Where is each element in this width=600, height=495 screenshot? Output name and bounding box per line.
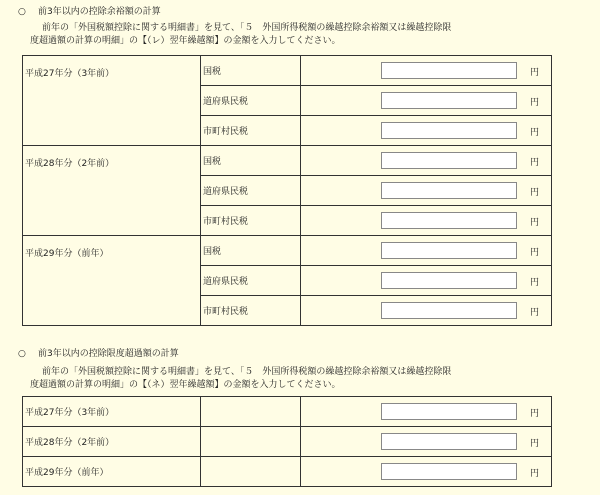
circle-bullet-icon: ○ — [18, 7, 26, 17]
amount-cell — [301, 457, 552, 487]
amount-input[interactable] — [381, 242, 517, 259]
amount-input[interactable] — [381, 272, 517, 289]
amount-cell — [301, 146, 552, 176]
surplus-table — [22, 55, 552, 326]
excess-table — [22, 396, 552, 487]
yen-unit: 円 — [530, 127, 540, 138]
table-row — [23, 427, 552, 457]
section2-heading — [18, 346, 179, 359]
amount-input[interactable] — [381, 92, 517, 109]
amount-input[interactable] — [381, 463, 517, 480]
tax-type-label: 道府県民税 — [201, 86, 301, 116]
yen-unit: 円 — [530, 187, 540, 198]
empty-cell — [201, 457, 301, 487]
period-label: 平成29年分（前年） — [23, 236, 201, 326]
section1-heading — [18, 4, 161, 17]
section2-title: 前3年以内の控除限度超過額の計算 — [38, 349, 179, 359]
table-row — [23, 236, 552, 266]
yen-unit: 円 — [530, 307, 540, 318]
period-label: 平成28年分（2年前） — [23, 427, 201, 457]
yen-unit: 円 — [530, 438, 540, 449]
instruction-line: 前年の「外国税額控除に関する明細書」を見て、「５ 外国所得税額の繰越控除余裕額又は繰越控除限 — [42, 367, 452, 377]
yen-unit: 円 — [530, 247, 540, 258]
amount-input[interactable] — [381, 122, 517, 139]
amount-cell — [301, 236, 552, 266]
amount-input[interactable] — [381, 152, 517, 169]
instruction-line: 度超過額の計算の明細」の【（レ）翌年繰越額】の金額を入力してください。 — [30, 36, 341, 46]
tax-type-label: 市町村民税 — [201, 116, 301, 146]
empty-cell — [201, 397, 301, 427]
amount-cell — [301, 116, 552, 146]
yen-unit: 円 — [530, 217, 540, 228]
tax-type-label: 市町村民税 — [201, 206, 301, 236]
tax-type-label: 道府県民税 — [201, 266, 301, 296]
amount-input[interactable] — [381, 182, 517, 199]
tax-type-label: 道府県民税 — [201, 176, 301, 206]
amount-cell — [301, 206, 552, 236]
period-label: 平成27年分（3年前） — [23, 397, 201, 427]
section1-instruction — [30, 22, 500, 48]
amount-input[interactable] — [381, 212, 517, 229]
amount-input[interactable] — [381, 62, 517, 79]
amount-cell — [301, 427, 552, 457]
circle-bullet-icon: ○ — [18, 349, 26, 359]
amount-input[interactable] — [381, 302, 517, 319]
yen-unit: 円 — [530, 408, 540, 419]
table-row — [23, 397, 552, 427]
tax-type-label: 国税 — [201, 56, 301, 86]
yen-unit: 円 — [530, 97, 540, 108]
yen-unit: 円 — [530, 468, 540, 479]
period-label: 平成28年分（2年前） — [23, 146, 201, 236]
amount-input[interactable] — [381, 433, 517, 450]
tax-type-label: 国税 — [201, 146, 301, 176]
table-row — [23, 146, 552, 176]
empty-cell — [201, 427, 301, 457]
yen-unit: 円 — [530, 67, 540, 78]
yen-unit: 円 — [530, 277, 540, 288]
amount-cell — [301, 86, 552, 116]
amount-cell — [301, 56, 552, 86]
instruction-line: 度超過額の計算の明細」の【（ネ）翌年繰越額】の金額を入力してください。 — [30, 380, 341, 390]
section2-instruction — [30, 366, 500, 392]
tax-type-label: 市町村民税 — [201, 296, 301, 326]
section1-title: 前3年以内の控除余裕額の計算 — [38, 7, 161, 17]
yen-unit: 円 — [530, 157, 540, 168]
instruction-line: 前年の「外国税額控除に関する明細書」を見て、「５ 外国所得税額の繰越控除余裕額又は繰越控除限 — [42, 23, 452, 33]
amount-cell — [301, 397, 552, 427]
amount-cell — [301, 266, 552, 296]
period-label: 平成29年分（前年） — [23, 457, 201, 487]
amount-cell — [301, 176, 552, 206]
period-label: 平成27年分（3年前） — [23, 56, 201, 146]
amount-input[interactable] — [381, 403, 517, 420]
table-row — [23, 56, 552, 86]
table-row — [23, 457, 552, 487]
tax-type-label: 国税 — [201, 236, 301, 266]
amount-cell — [301, 296, 552, 326]
